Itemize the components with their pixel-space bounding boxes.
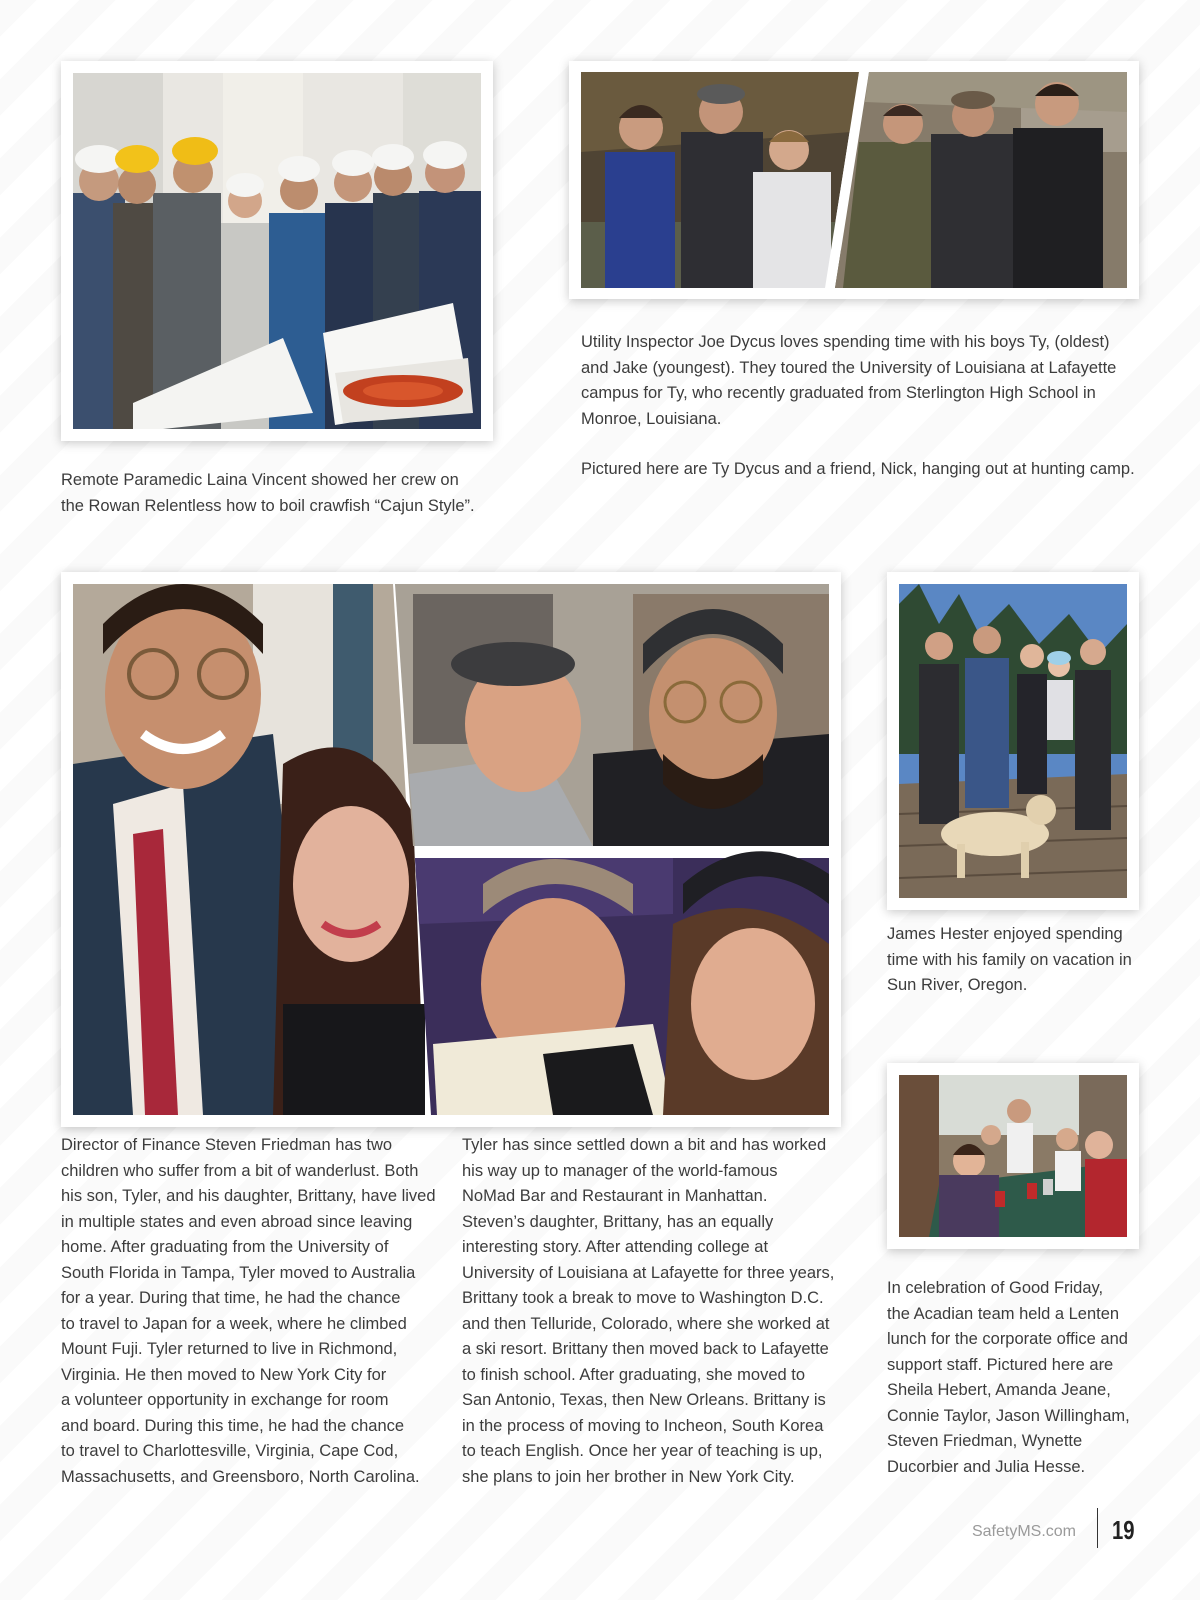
caption-line: in multiple states and even abroad since leaving xyxy=(61,1212,413,1231)
caption-line: NoMad Bar and Restaurant in Manhattan. xyxy=(462,1187,768,1205)
caption-line: the Acadian team held a Lenten xyxy=(887,1304,1120,1323)
caption-line: lunch for the corporate office and xyxy=(887,1330,1128,1348)
crawfish-caption xyxy=(61,468,501,519)
caption-line: support staff. Pictured here are xyxy=(887,1355,1114,1374)
caption-line: University of Louisiana at Lafayette for three years, xyxy=(462,1263,835,1282)
crawfish-crew-photo xyxy=(73,73,481,429)
caption-line: and board. During this time, he had the chance xyxy=(61,1416,405,1435)
caption-line: children who suffer from a bit of wanderlust. Both xyxy=(61,1161,419,1180)
caption-line: Massachusetts, and Greensboro, North Carolina. xyxy=(61,1467,420,1486)
caption-line: a ski resort. Brittany then moved back to Lafayette xyxy=(462,1340,829,1358)
friedman-photo-frame xyxy=(61,572,841,1127)
caption-line: San Antonio, Texas, then New Orleans. Brittany is xyxy=(462,1391,826,1409)
caption-line: home. After graduating from the University of xyxy=(61,1238,389,1256)
caption-line: Brittany took a break to move to Washington D.C. xyxy=(462,1289,824,1307)
good-friday-photo-frame xyxy=(887,1063,1139,1249)
caption-line: Utility Inspector Joe Dycus loves spending time with his boys Ty, (oldest) xyxy=(581,333,1110,351)
caption-line: time with his family on vacation in xyxy=(887,950,1132,969)
good-friday-lunch-photo xyxy=(899,1075,1127,1237)
caption-line: Connie Taylor, Jason Willingham, xyxy=(887,1406,1130,1425)
dycus-collage xyxy=(581,72,1127,288)
caption-line: and then Telluride, Colorado, where she worked at xyxy=(462,1314,830,1333)
caption-line: Sun River, Oregon. xyxy=(887,976,1028,994)
caption-line: in the process of moving to Incheon, South Korea xyxy=(462,1416,824,1435)
friedman-collage xyxy=(73,584,829,1115)
caption-line: Pictured here are Ty Dycus and a friend, Nick, hanging out at hunting camp. xyxy=(581,460,1135,478)
caption-line: Steven Friedman, Wynette xyxy=(887,1432,1083,1450)
good-friday-caption xyxy=(887,1276,1187,1480)
hester-caption xyxy=(887,922,1187,999)
caption-line: Ducorbier and Julia Hesse. xyxy=(887,1457,1086,1476)
dycus-photo-frame xyxy=(569,61,1139,299)
caption-line: In celebration of Good Friday, xyxy=(887,1279,1104,1297)
friedman-caption-col2 xyxy=(462,1133,862,1490)
caption-line: Sheila Hebert, Amanda Jeane, xyxy=(887,1381,1111,1399)
caption-line: Monroe, Louisiana. xyxy=(581,409,722,428)
caption-line: Mount Fuji. Tyler returned to live in Richmond, xyxy=(61,1340,398,1358)
caption-line: to teach English. Once her year of teaching is up, xyxy=(462,1442,823,1460)
caption-line: his son, Tyler, and his daughter, Brittany, have lived xyxy=(61,1187,436,1205)
crawfish-photo-frame xyxy=(61,61,493,441)
hester-photo-frame xyxy=(887,572,1139,910)
caption-line: his way up to manager of the world-famous xyxy=(462,1161,778,1180)
caption-line: a volunteer opportunity in exchange for room xyxy=(61,1391,389,1409)
caption-line: campus for Ty, who recently graduated from Sterlington High School in xyxy=(581,384,1096,402)
caption-line: and Jake (youngest). They toured the University of Louisiana at Lafayette xyxy=(581,358,1117,377)
caption-line: South Florida in Tampa, Tyler moved to Australia xyxy=(61,1263,416,1282)
caption-line: the Rowan Relentless how to boil crawfish “Cajun Style”. xyxy=(61,496,475,515)
dycus-caption xyxy=(581,330,1181,483)
caption-line: for a year. During that time, he had the chance xyxy=(61,1289,401,1307)
caption-line: she plans to join her brother in New York City. xyxy=(462,1467,795,1486)
friedman-caption-col1 xyxy=(61,1133,461,1490)
caption-line: Steven’s daughter, Brittany, has an equally xyxy=(462,1212,774,1231)
caption-line: Tyler has since settled down a bit and has worked xyxy=(462,1136,827,1154)
caption-line: to travel to Japan for a week, where he climbed xyxy=(61,1314,407,1333)
footer-website: SafetyMS.com xyxy=(971,1523,1076,1540)
caption-line: James Hester enjoyed spending xyxy=(887,925,1123,943)
hester-family-photo xyxy=(899,584,1127,898)
caption-line: Director of Finance Steven Friedman has two xyxy=(61,1136,393,1154)
caption-line: Remote Paramedic Laina Vincent showed her crew on xyxy=(61,471,459,489)
page-number: 19 xyxy=(1112,1515,1135,1545)
caption-line: interesting story. After attending college at xyxy=(462,1238,769,1256)
caption-line: Virginia. He then moved to New York City for xyxy=(61,1365,387,1384)
caption-line: to finish school. After graduating, she moved to xyxy=(462,1365,806,1384)
caption-line: to travel to Charlottesville, Virginia, Cape Cod, xyxy=(61,1442,399,1460)
footer-divider xyxy=(1097,1508,1098,1548)
